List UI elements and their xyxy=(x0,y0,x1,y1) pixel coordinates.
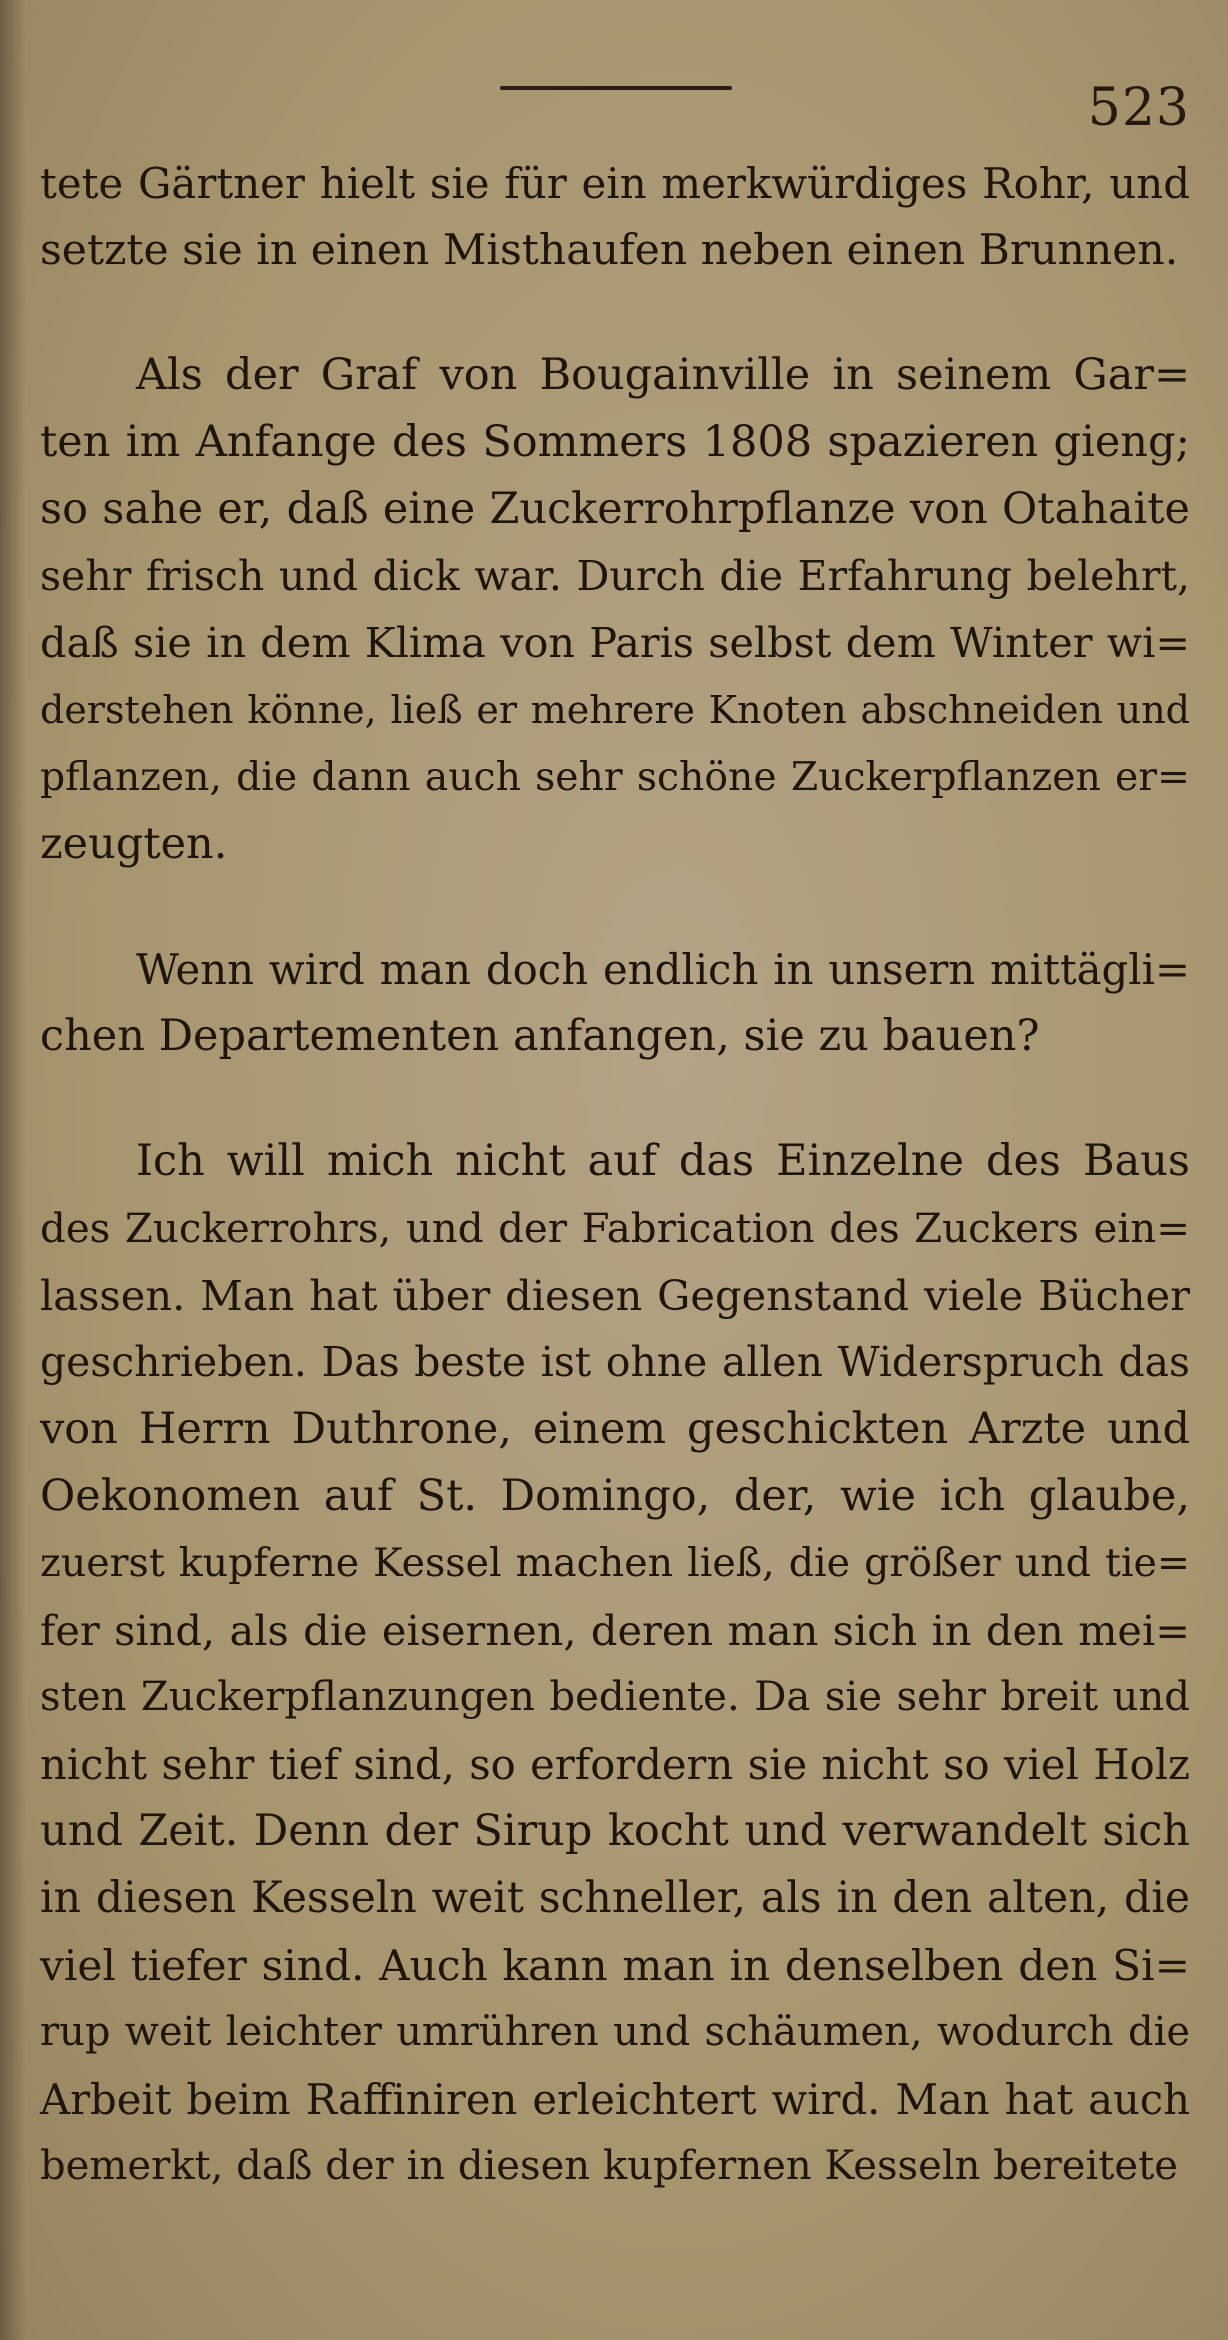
text-line: und Zeit. Denn der Sirup kocht und verwandelt sich xyxy=(40,1806,1190,1856)
text-line: daß sie in dem Klima von Paris selbst dem Winter wi= xyxy=(40,619,1190,667)
text-line: chen Departementen anfangen, sie zu bauen? xyxy=(40,1011,1040,1061)
paragraph-gap xyxy=(40,878,1190,936)
header-rule xyxy=(500,86,732,90)
text-line: ten im Anfange des Sommers 1808 spazieren gieng; xyxy=(40,417,1190,467)
text-line: des Zuckerrohrs, und der Fabrication des Zuckers ein= xyxy=(40,1205,1190,1252)
text-line: setzte sie in einen Misthaufen neben einen Brunnen. xyxy=(40,226,1179,275)
page-edge-shadow xyxy=(0,0,26,2340)
paragraph xyxy=(40,936,1190,1070)
text-line: pflanzen, die dann auch sehr schöne Zuckerpflanzen er= xyxy=(40,755,1190,800)
text-line: bemerkt, daß der in diesen kupfernen Kesseln bereitete xyxy=(40,2143,1178,2189)
text-line: in diesen Kesseln weit schneller, als in den alten, die xyxy=(40,1874,1190,1923)
text-line: tete Gärtner hielt sie für ein merkwürdiges Rohr, und xyxy=(40,159,1190,208)
text-line: Arbeit beim Raffiniren erleichtert wird. Man hat auch xyxy=(40,2075,1190,2124)
paragraph-gap xyxy=(40,1070,1190,1128)
text-line: sehr frisch und dick war. Durch die Erfahrung belehrt, xyxy=(40,552,1190,600)
text-line: von Herrn Duthrone, einem geschickten Arzte und xyxy=(40,1404,1190,1454)
text-line: Als der Graf von Bougainville in seinem Gar= xyxy=(136,350,1190,400)
text-line: zeugten. xyxy=(40,819,228,869)
text-line: sten Zuckerpflanzungen bediente. Da sie sehr breit und xyxy=(40,1674,1190,1720)
text-line: Wenn wird man doch endlich in unsern mittägli= xyxy=(136,945,1190,994)
body-text xyxy=(40,150,1190,2200)
text-line: nicht sehr tief sind, so erfordern sie nicht so viel Holz xyxy=(40,1740,1190,1789)
paragraph xyxy=(40,342,1190,878)
page-number: 523 xyxy=(1087,78,1190,138)
text-line: geschrieben. Das beste ist ohne allen Widerspruch das xyxy=(40,1338,1190,1386)
text-line: viel tiefer sind. Auch kann man in denselben den Si= xyxy=(40,1941,1190,1990)
paragraph-gap xyxy=(40,284,1190,342)
text-line: lassen. Man hat über diesen Gegenstand viele Bücher xyxy=(40,1271,1190,1320)
text-line: rup weit leichter umrühren und schäumen, wodurch die xyxy=(40,2009,1190,2055)
text-line: zuerst kupferne Kessel machen ließ, die größer und tie= xyxy=(40,1540,1190,1586)
text-line: Ich will mich nicht auf das Einzelne des Baus xyxy=(136,1136,1190,1186)
text-line: fer sind, als die eisernen, deren man sich in den mei= xyxy=(40,1606,1190,1655)
text-line: derstehen könne, ließ er mehrere Knoten abschneiden und xyxy=(40,688,1190,732)
text-line: Oekonomen auf St. Domingo, der, wie ich glaube, xyxy=(40,1471,1190,1521)
text-line: so sahe er, daß eine Zuckerrohrpflanze von Otahaite xyxy=(40,484,1190,534)
paragraph xyxy=(40,1128,1190,2200)
paragraph xyxy=(40,150,1190,284)
